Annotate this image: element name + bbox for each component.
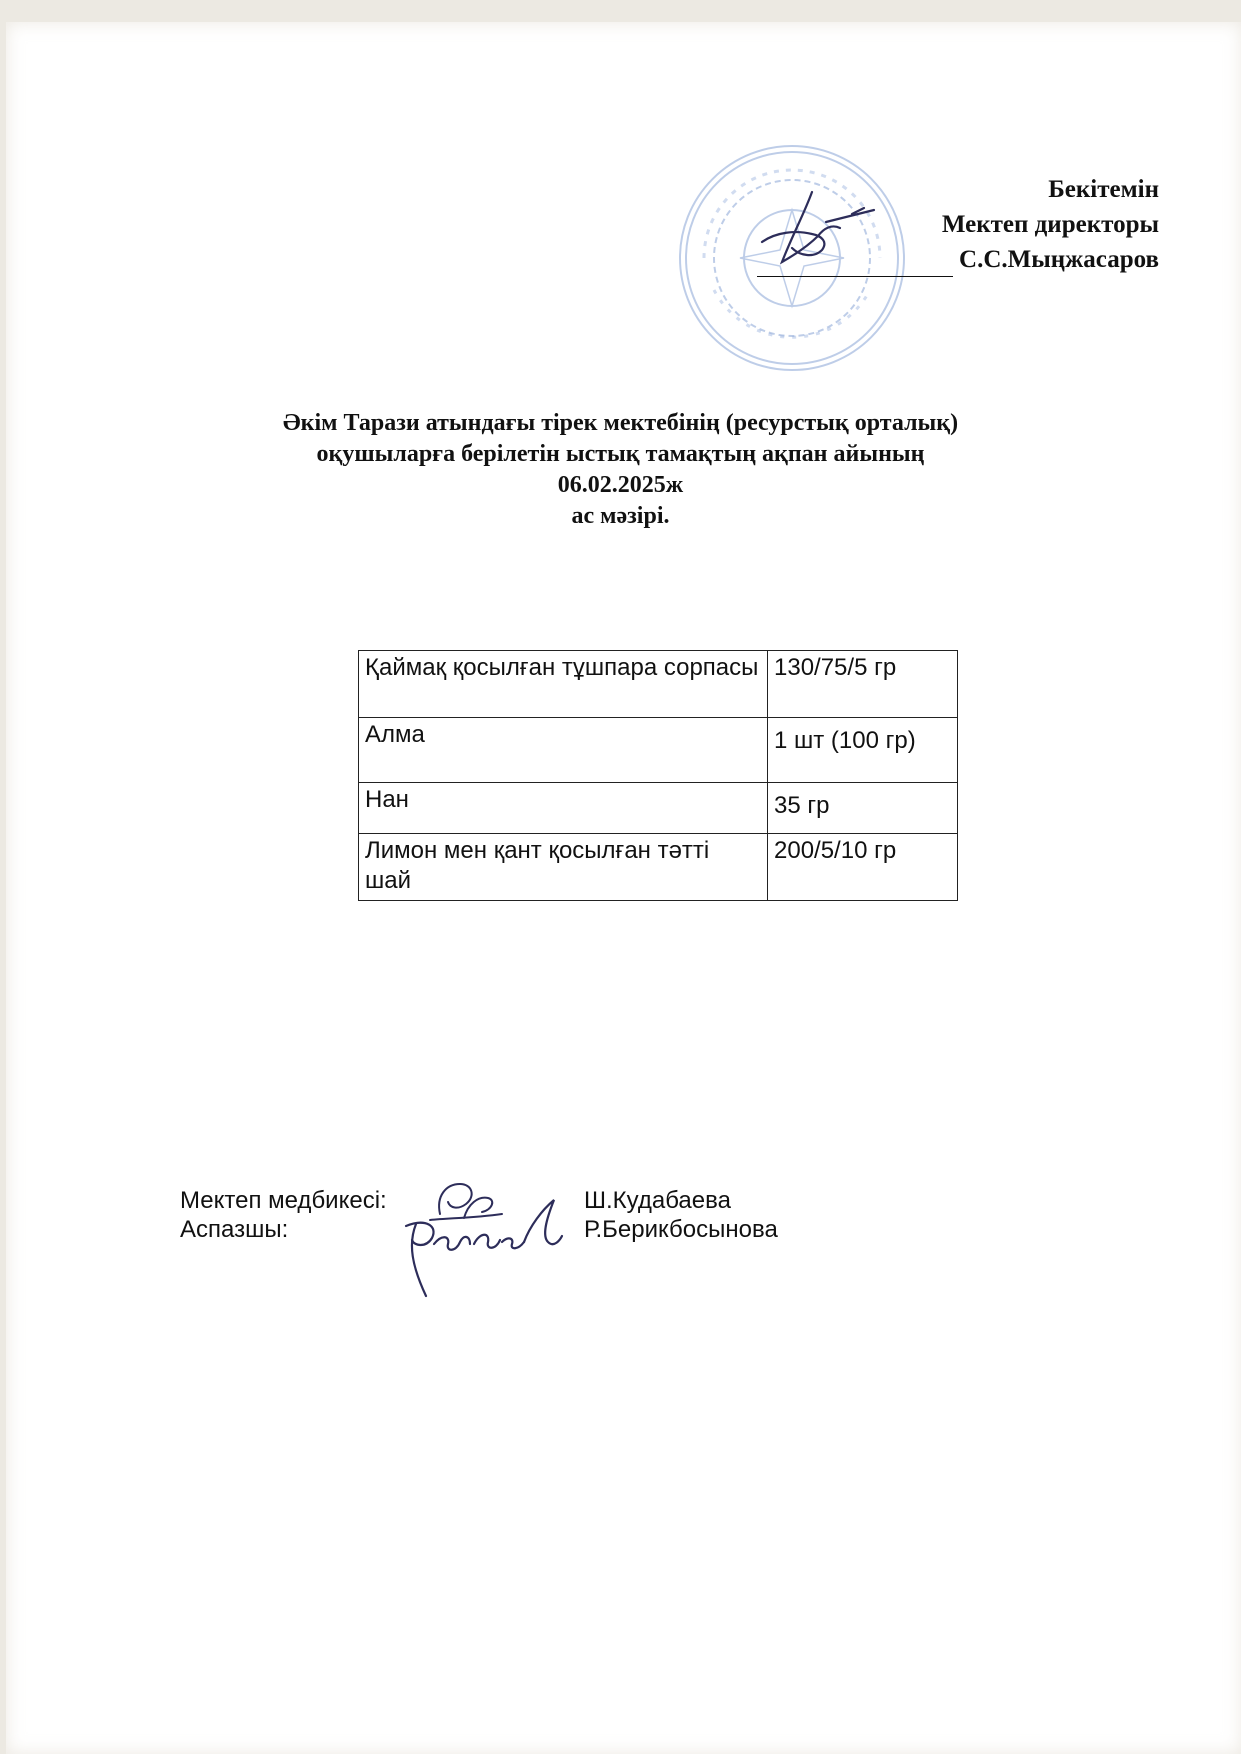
- cook-role: Аспазшы:: [180, 1216, 289, 1243]
- menu-quantity-cell: 35 гр: [768, 783, 958, 834]
- menu-quantity-cell: 1 шт (100 гр): [768, 718, 958, 783]
- menu-item-cell: Лимон мен қант қосылған тәтті шай: [359, 834, 768, 901]
- title-line-1: Әкім Тарази атындағы тірек мектебінің (ресурстық орталық): [282, 410, 959, 436]
- nurse-role: Мектеп медбикесі:: [180, 1187, 387, 1214]
- director-line: [757, 242, 1159, 277]
- cook-signature: [396, 1196, 566, 1300]
- approval-position: Мектеп директоры: [941, 211, 1159, 238]
- table-row: [359, 834, 958, 901]
- cook-name: Р.Берикбосынова: [584, 1216, 778, 1243]
- table-row: [359, 783, 958, 834]
- table-row: [359, 718, 958, 783]
- signature-line: [757, 254, 953, 277]
- document-title: [0, 408, 1241, 532]
- menu-table: [358, 650, 958, 901]
- menu-quantity-cell: 130/75/5 гр: [768, 651, 958, 718]
- menu-item-cell: Алма: [359, 718, 768, 783]
- menu-item-cell: Нан: [359, 783, 768, 834]
- table-row: [359, 651, 958, 718]
- menu-quantity-cell: 200/5/10 гр: [768, 834, 958, 901]
- title-date: 06.02.2025ж: [557, 472, 684, 498]
- title-line-2: оқушыларға берілетін ыстық тамақтың ақпан айының: [316, 441, 925, 467]
- menu-item-cell: Қаймақ қосылған тұшпара сорпасы: [359, 651, 768, 718]
- director-name: С.С.Мыңжасаров: [959, 246, 1159, 273]
- approval-heading: Бекітемін: [1048, 176, 1159, 203]
- approval-block: [757, 172, 1159, 277]
- nurse-name: Ш.Кудабаева: [584, 1187, 731, 1214]
- title-line-4: ас мәзірі.: [571, 503, 670, 529]
